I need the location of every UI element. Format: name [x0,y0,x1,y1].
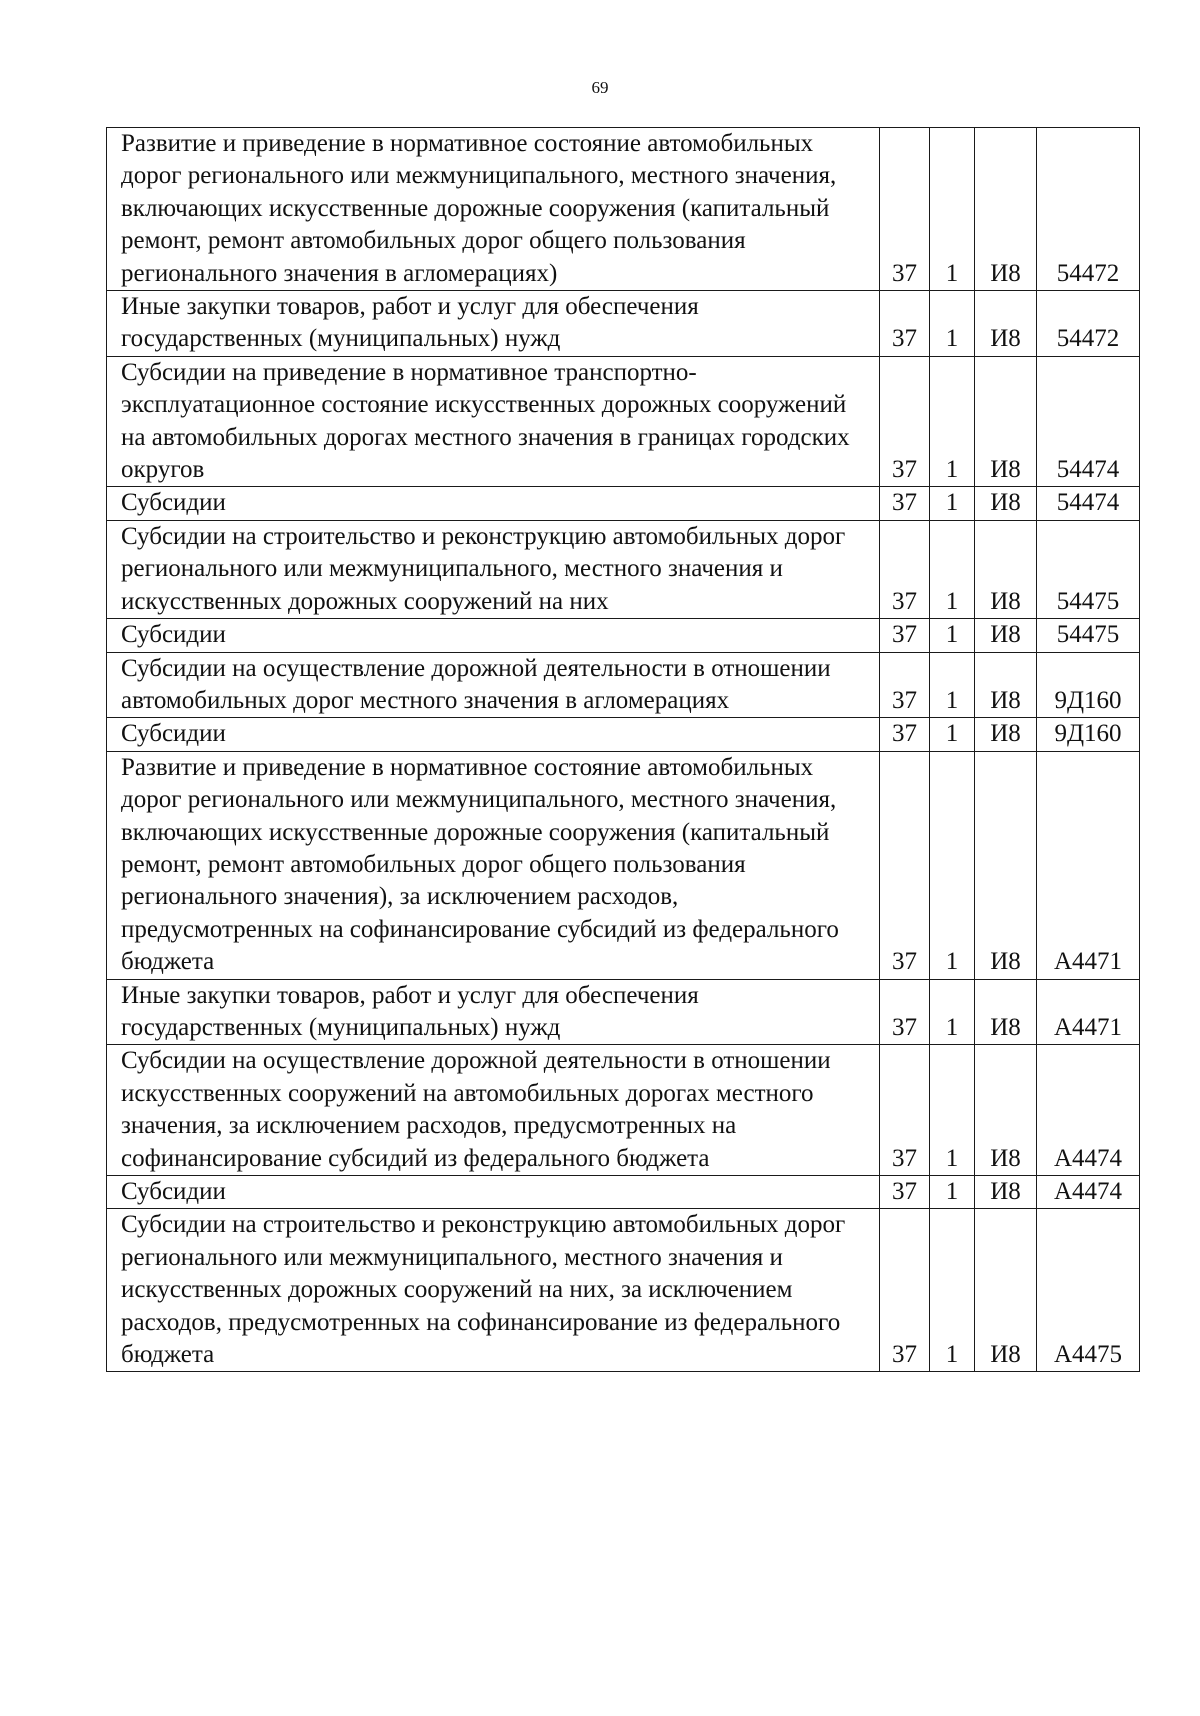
row-code-2: 1 [930,1209,975,1372]
row-description: Субсидии на осуществление дорожной деятельности в отношении автомобильных дорог местного значения в агломерациях [107,652,880,718]
row-code-1: 37 [880,1209,930,1372]
row-code-3: И8 [975,718,1037,751]
row-code-4: А4474 [1037,1176,1140,1209]
row-description: Иные закупки товаров, работ и услуг для обеспечения государственных (муниципальных) нужд [107,979,880,1045]
row-code-1: 37 [880,1176,930,1209]
budget-table [106,127,1140,1372]
row-code-4: 54474 [1037,487,1140,520]
row-code-2: 1 [930,751,975,979]
row-description: Субсидии на осуществление дорожной деятельности в отношении искусственных сооружений на автомобильных дорогах местного значения, за исключением расходов, предусмотренных на софинансирование субсидий из федерального бюджета [107,1045,880,1176]
row-code-4: 54472 [1037,291,1140,357]
row-code-2: 1 [930,619,975,652]
table-row [107,718,1140,751]
table-row [107,1176,1140,1209]
row-code-3: И8 [975,652,1037,718]
row-code-1: 37 [880,1045,930,1176]
row-code-1: 37 [880,619,930,652]
table-row [107,487,1140,520]
row-code-2: 1 [930,520,975,618]
table-row [107,619,1140,652]
table-row [107,979,1140,1045]
row-code-2: 1 [930,652,975,718]
row-description: Развитие и приведение в нормативное состояние автомобильных дорог регионального или межмуниципального, местного значения, включающих искусственные дорожные сооружения (капитальный ремонт, ремонт автомобильных дорог общего пользования регионального значения в агломерациях) [107,128,880,291]
table-row [107,128,1140,291]
row-code-4: 9Д160 [1037,652,1140,718]
row-code-1: 37 [880,291,930,357]
row-description: Субсидии [107,487,880,520]
row-code-3: И8 [975,1045,1037,1176]
row-code-2: 1 [930,291,975,357]
row-code-1: 37 [880,751,930,979]
row-code-4: 54475 [1037,520,1140,618]
row-description: Субсидии [107,1176,880,1209]
row-code-2: 1 [930,1045,975,1176]
table-row [107,1045,1140,1176]
row-code-3: И8 [975,487,1037,520]
row-code-3: И8 [975,128,1037,291]
row-code-3: И8 [975,979,1037,1045]
row-code-3: И8 [975,520,1037,618]
row-code-1: 37 [880,356,930,487]
page-number: 69 [591,78,609,97]
table-row [107,356,1140,487]
table-row [107,751,1140,979]
row-code-4: А4471 [1037,979,1140,1045]
row-description: Субсидии на строительство и реконструкцию автомобильных дорог регионального или межмуниципального, местного значения и искусственных дорожных сооружений на них, за исключением расходов, предусмотренных на софинансирование из федерального бюджета [107,1209,880,1372]
row-code-3: И8 [975,1176,1037,1209]
row-code-1: 37 [880,520,930,618]
table-row [107,520,1140,618]
row-code-1: 37 [880,652,930,718]
row-code-3: И8 [975,1209,1037,1372]
row-code-4: 9Д160 [1037,718,1140,751]
row-description: Субсидии на строительство и реконструкцию автомобильных дорог регионального или межмуниципального, местного значения и искусственных дорожных сооружений на них [107,520,880,618]
row-code-3: И8 [975,356,1037,487]
table-row [107,291,1140,357]
row-code-4: А4471 [1037,751,1140,979]
row-code-1: 37 [880,128,930,291]
row-code-3: И8 [975,619,1037,652]
row-code-1: 37 [880,487,930,520]
table-row [107,1209,1140,1372]
row-code-4: А4474 [1037,1045,1140,1176]
row-code-3: И8 [975,291,1037,357]
row-code-2: 1 [930,718,975,751]
row-code-1: 37 [880,979,930,1045]
row-code-2: 1 [930,487,975,520]
row-code-2: 1 [930,979,975,1045]
row-description: Субсидии [107,619,880,652]
row-code-2: 1 [930,1176,975,1209]
row-code-4: 54475 [1037,619,1140,652]
table-row [107,652,1140,718]
row-code-4: А4475 [1037,1209,1140,1372]
row-description: Развитие и приведение в нормативное состояние автомобильных дорог регионального или межмуниципального, местного значения, включающих искусственные дорожные сооружения (капитальный ремонт, ремонт автомобильных дорог общего пользования регионального значения), за исключением расходов, предусмотренных на софинансирование субсидий из федерального бюджета [107,751,880,979]
row-description: Субсидии [107,718,880,751]
row-code-1: 37 [880,718,930,751]
row-code-2: 1 [930,356,975,487]
row-code-2: 1 [930,128,975,291]
row-code-4: 54472 [1037,128,1140,291]
row-code-3: И8 [975,751,1037,979]
row-description: Иные закупки товаров, работ и услуг для обеспечения государственных (муниципальных) нужд [107,291,880,357]
row-code-4: 54474 [1037,356,1140,487]
row-description: Субсидии на приведение в нормативное транспортно-эксплуатационное состояние искусственных дорожных сооружений на автомобильных дорогах местного значения в границах городских округов [107,356,880,487]
